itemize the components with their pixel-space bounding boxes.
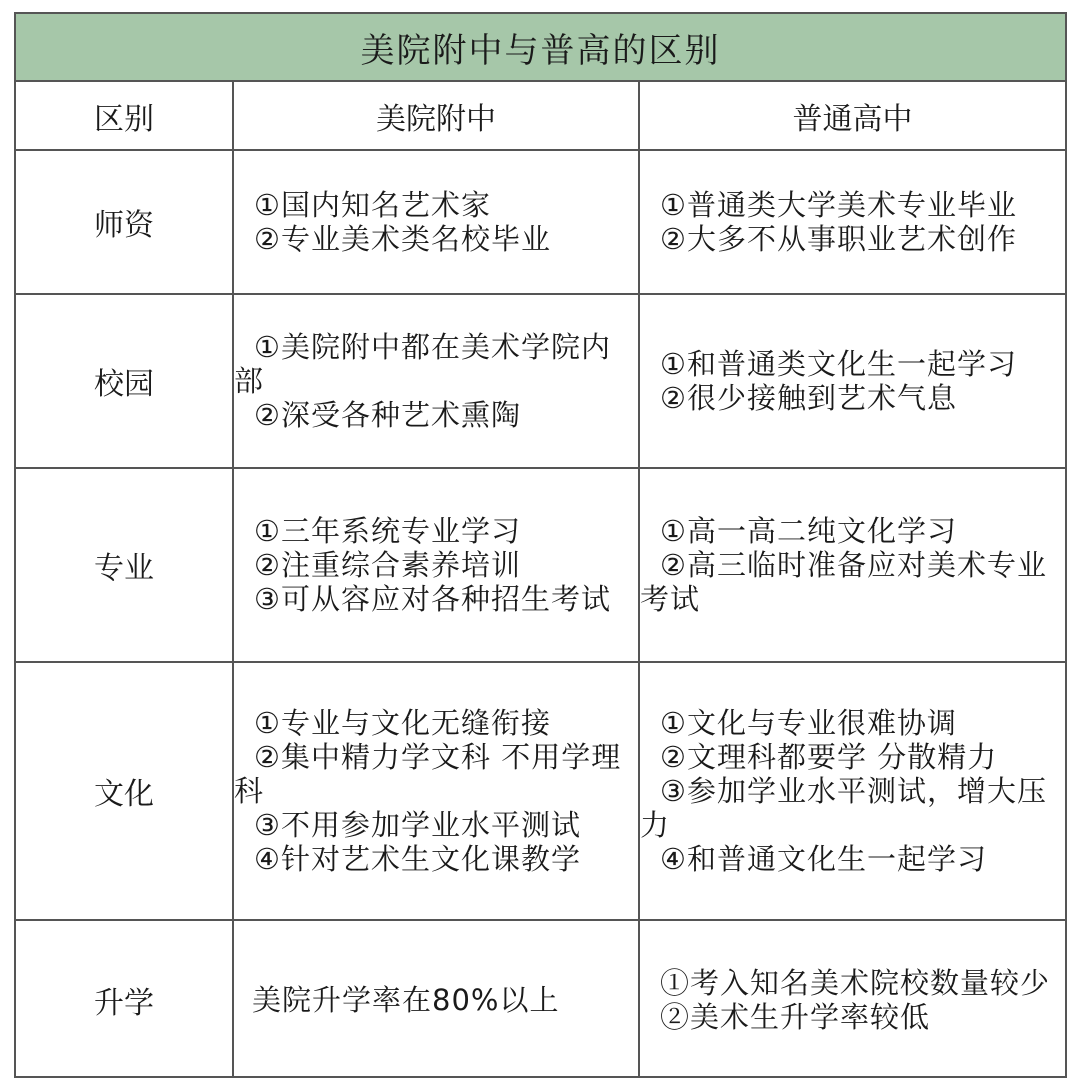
list-item: ①美院附中都在美术学院内部 — [234, 330, 611, 398]
list-item: ②集中精力学文科 不用学理科 — [234, 740, 622, 808]
list-item: ①高一高二纯文化学习 — [660, 514, 957, 548]
cell-putong-shengxue — [639, 920, 1065, 1078]
table-row — [16, 468, 1065, 662]
table-row — [16, 920, 1065, 1078]
list-item: ④和普通文化生一起学习 — [660, 842, 987, 876]
page-title: 美院附中与普高的区别 — [16, 14, 1065, 82]
list-item: ②文理科都要学 分散精力 — [660, 740, 998, 774]
list-item: 美院升学率在80%以上 — [252, 982, 560, 1017]
list-item: ①考入知名美术院校数量较少 — [660, 965, 1051, 1000]
cell-fuzhong-xiaoyuan — [233, 294, 639, 468]
list-item: ①国内知名艺术家 — [254, 188, 491, 222]
comparison-sheet — [14, 12, 1067, 1078]
cell-fuzhong-zhuanye — [233, 468, 639, 662]
row-label-xiaoyuan: 校园 — [16, 294, 233, 468]
comparison-table — [16, 82, 1065, 1078]
row-label-wenhua: 文化 — [16, 662, 233, 920]
list-item: ③参加学业水平测试，增大压力 — [640, 774, 1047, 842]
list-item: ③可从容应对各种招生考试 — [254, 582, 611, 616]
list-item: ②美术生升学率较低 — [660, 999, 931, 1034]
row-label-shizi: 师资 — [16, 150, 233, 294]
cell-putong-wenhua — [639, 662, 1065, 920]
header-putong: 普通高中 — [639, 82, 1065, 150]
list-item: ①专业与文化无缝衔接 — [254, 706, 551, 740]
list-item: ②大多不从事职业艺术创作 — [660, 222, 1017, 256]
cell-fuzhong-wenhua — [233, 662, 639, 920]
list-item: ①三年系统专业学习 — [254, 514, 521, 548]
cell-putong-xiaoyuan — [639, 294, 1065, 468]
list-item: ②很少接触到艺术气息 — [660, 381, 957, 415]
table-header-row — [16, 82, 1065, 150]
cell-fuzhong-shizi — [233, 150, 639, 294]
table-row — [16, 294, 1065, 468]
cell-putong-zhuanye — [639, 468, 1065, 662]
cell-putong-shizi — [639, 150, 1065, 294]
table-row — [16, 662, 1065, 920]
header-fuzhong: 美院附中 — [233, 82, 639, 150]
list-item: ④针对艺术生文化课教学 — [254, 842, 581, 876]
row-label-shengxue: 升学 — [16, 920, 233, 1078]
list-item: ①文化与专业很难协调 — [660, 706, 957, 740]
table-row — [16, 150, 1065, 294]
list-item: ①普通类大学美术专业毕业 — [660, 188, 1017, 222]
header-category: 区别 — [16, 82, 233, 150]
list-item: ②注重综合素养培训 — [254, 548, 521, 582]
list-item: ②深受各种艺术熏陶 — [254, 398, 521, 432]
list-item: ②专业美术类名校毕业 — [254, 222, 551, 256]
cell-fuzhong-shengxue — [233, 920, 639, 1078]
list-item: ②高三临时准备应对美术专业考试 — [640, 548, 1047, 616]
list-item: ①和普通类文化生一起学习 — [660, 347, 1017, 381]
list-item: ③不用参加学业水平测试 — [254, 808, 581, 842]
row-label-zhuanye: 专业 — [16, 468, 233, 662]
